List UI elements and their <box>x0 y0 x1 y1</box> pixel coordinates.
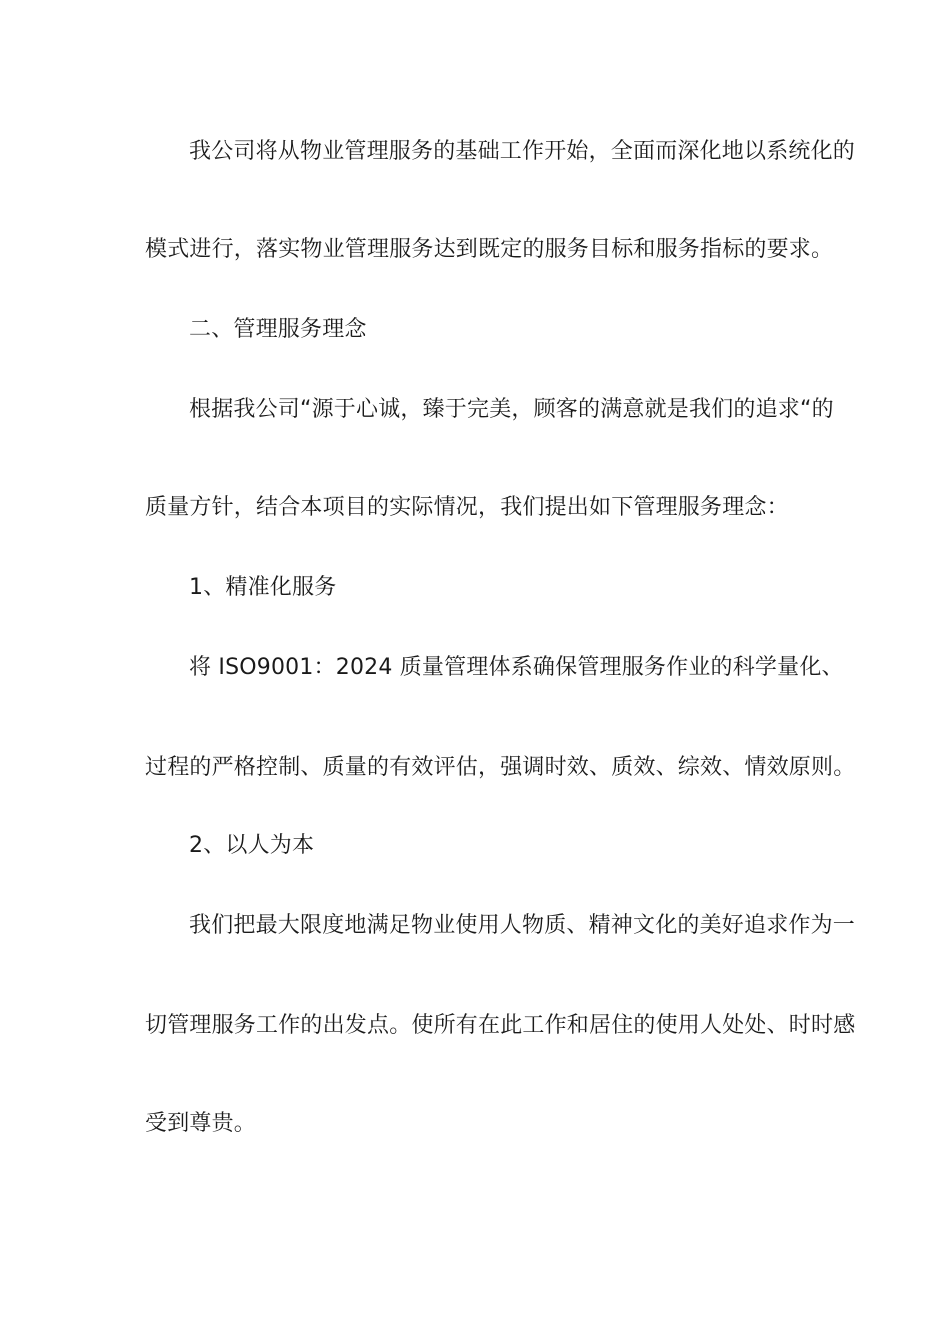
paragraph-line: 质量方针，结合本项目的实际情况，我们提出如下管理服务理念： <box>145 495 789 520</box>
section-heading: 二、管理服务理念 <box>189 317 367 342</box>
paragraph-line: 我公司将从物业管理服务的基础工作开始，全面而深化地以系统化的 <box>189 139 856 164</box>
paragraph-line: 切管理服务工作的出发点。使所有在此工作和居住的使用人处处、时时感 <box>145 1013 856 1038</box>
paragraph-line: 根据我公司“源于心诚，臻于完美，顾客的满意就是我们的追求“的 <box>189 397 834 422</box>
paragraph-line: 受到尊贵。 <box>145 1111 257 1136</box>
paragraph-line: 过程的严格控制、质量的有效评估，强调时效、质效、综效、情效原则。 <box>145 755 856 780</box>
paragraph-line: 模式进行，落实物业管理服务达到既定的服务目标和服务指标的要求。 <box>145 237 834 262</box>
paragraph-line: 我们把最大限度地满足物业使用人物质、精神文化的美好追求作为一 <box>189 913 856 938</box>
subsection-heading: 1、精准化服务 <box>189 575 337 600</box>
paragraph-line: 将 ISO9001：2024 质量管理体系确保管理服务作业的科学量化、 <box>189 655 844 680</box>
subsection-heading: 2、以人为本 <box>189 833 315 858</box>
